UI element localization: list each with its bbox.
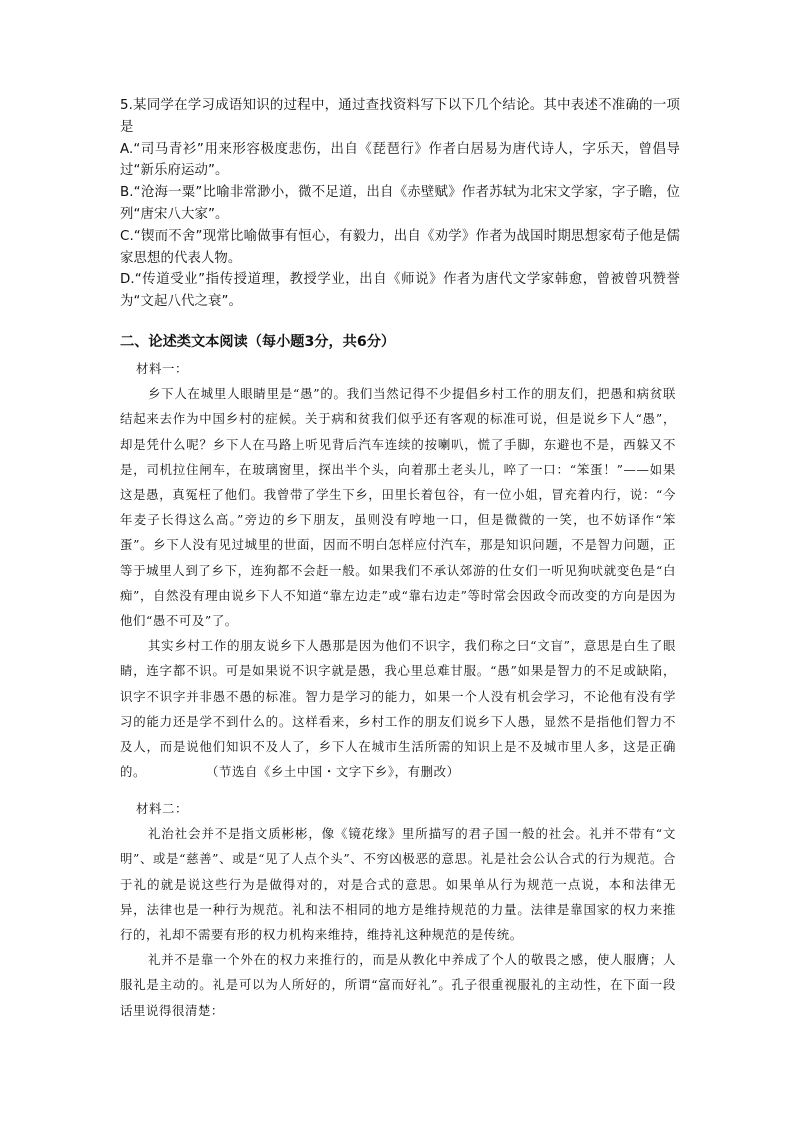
material-two (120, 796, 676, 1023)
source-citation: （节选自《乡土中国・文字下乡》，有删改） (205, 764, 460, 780)
material-label: 材料二： (136, 801, 188, 816)
material-paragraph (120, 633, 676, 784)
material-label: 材料一： (136, 361, 188, 376)
option-a: A.“司马青衫”用来形容极度悲伤，出自《琵琶行》作者白居易为唐代诗人，字乐天，曾倡导过“新乐府运动”。 (120, 141, 680, 179)
material-one (120, 356, 676, 784)
section-heading: 二、论述类文本阅读（每小题3分，共6分） (120, 334, 396, 350)
material-paragraph: 礼并不是靠一个外在的权力来推行的，而是从教化中养成了个人的敬畏之感，使人服膺；人服礼是主动的。礼是可以为人所好的，所谓“富而好礼”。孔子很重视服礼的主动性，在下面一段话里说得很清楚： (120, 952, 676, 1018)
material-paragraph: 乡下人在城里人眼睛里是“愚”的。我们当然记得不少提倡乡村工作的朋友们，把愚和病贫联结起来去作为中国乡村的症候。关于病和贫我们似乎还有客观的标准可说，但是说乡下人“愚”，却是凭什么呢？乡下人在马路上听见背后汽车连续的按喇叭，慌了手脚，东避也不是，西躲又不是，司机拉住闸车，在玻璃窗里，探出半个头，向着那土老头儿，啐了一口：“笨蛋！”——如果这是愚，真冤枉了他们。我曾带了学生下乡，田里长着包谷，有一位小姐，冒充着内行，说：“今年麦子长得这么高。”旁边的乡下朋友，虽则没有哼地一口，但是微微的一笑，也不妨译作“笨蛋”。乡下人没有见过城里的世面，因而不明白怎样应付汽车，那是知识问题，不是智力问题，正等于城里人到了乡下，连狗都不会赶一般。如果我们不承认郊游的仕女们一听见狗吠就变色是“白痴”，自然没有理由说乡下人不知道“靠左边走”或“靠右边走”等时常会因政令而改变的方向是因为他们“愚不可及”了。 (120, 386, 676, 629)
option-c: C.“锲而不舍”现常比喻做事有恒心，有毅力，出自《劝学》作者为战国时期思想家荀子他是儒家思想的代表人物。 (120, 228, 680, 266)
material-paragraph: 礼治社会并不是指文质彬彬，像《镜花缘》里所描写的君子国一般的社会。礼并不带有“文明”、或是“慈善”、或是“见了人点个头”、不穷凶极恶的意思。礼是社会公认合式的行为规范。合于礼的就是说这些行为是做得对的，对是合式的意思。如果单从行为规范一点说，本和法律无异，法律也是一种行为规范。礼和法不相同的地方是维持规范的力量。法律是靠国家的权力来推行的，礼却不需要有形的权力机构来维持，维持礼这种规范的是传统。 (120, 826, 676, 943)
question-5 (120, 95, 680, 313)
paragraph-text: 其实乡村工作的朋友说乡下人愚那是因为他们不识字，我们称之曰“文盲”，意思是白生了眼睛，连字都不识。可是如果说不识字就是愚，我心里总难甘服。“愚”如果是智力的不足或缺陷，识字不识字并非愚不愚的标准。智力是学习的能力，如果一个人没有机会学习，不论他有没有学习的能力还是学不到什么的。这样看来，乡村工作的朋友们说乡下人愚，显然不是指他们智力不及人，而是说他们知识不及人了，乡下人在城市生活所需的知识上是不及城市里人多，这是正确的。 (120, 638, 676, 780)
option-d: D.“传道受业”指传授道理，教授学业，出自《师说》作者为唐代文学家韩愈，曾被曾巩赞誉为“文起八代之衰”。 (120, 272, 680, 310)
option-b: B.“沧海一粟”比喻非常渺小，微不足道，出自《赤壁赋》作者苏轼为北宋文学家，字子瞻，位列“唐宋八大家”。 (120, 185, 680, 222)
question-stem: 5.某同学在学习成语知识的过程中，通过查找资料写下以下几个结论。其中表述不准确的一项是 (120, 98, 680, 135)
